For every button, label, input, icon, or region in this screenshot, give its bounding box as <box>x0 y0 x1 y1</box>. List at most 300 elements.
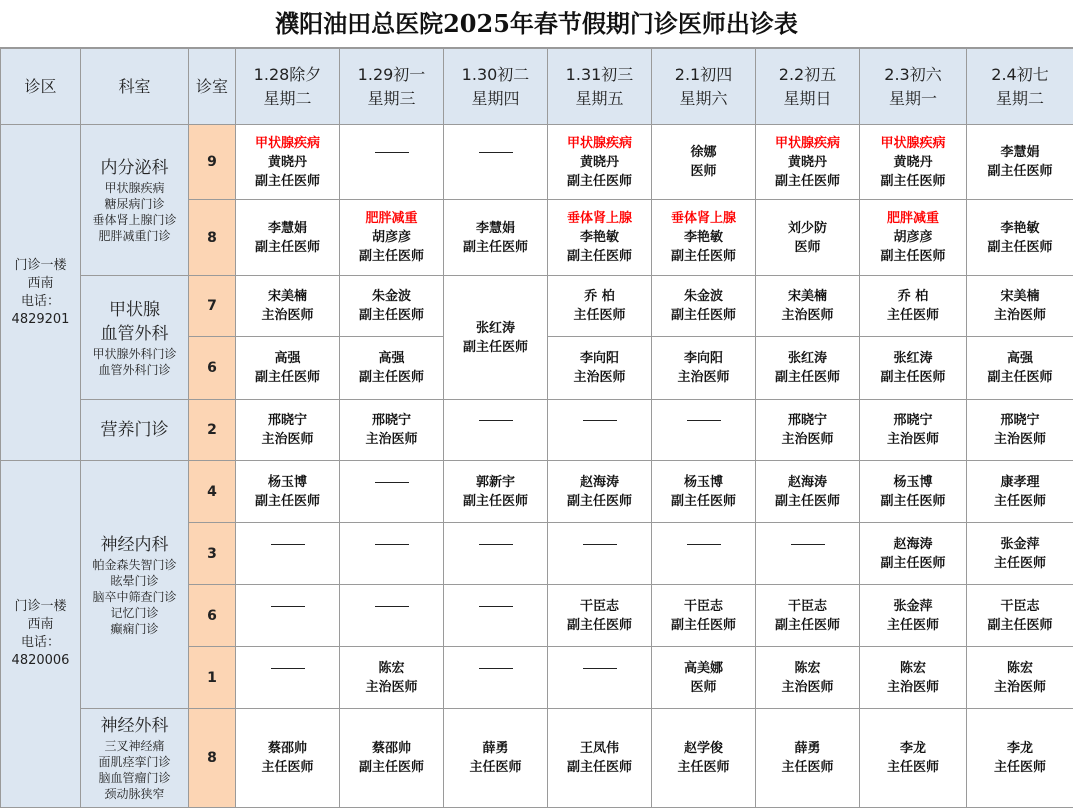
doctor-title: 主任医师 <box>886 760 939 775</box>
schedule-cell <box>967 461 1073 523</box>
schedule-cell <box>967 585 1073 647</box>
no-clinic-dash <box>271 544 305 564</box>
doctor-title: 副主任医师 <box>358 308 424 323</box>
doctor-name: 陈宏 <box>1006 660 1033 676</box>
schedule-cell <box>756 523 860 585</box>
dept-cell <box>81 400 189 461</box>
header-zone: 诊区 <box>1 49 81 125</box>
doctor-title: 副主任医师 <box>987 239 1053 255</box>
schedule-cell <box>860 523 967 585</box>
schedule-cell <box>548 709 652 808</box>
doctor-title: 主任医师 <box>261 760 314 775</box>
doctor-name: 黄晓丹 <box>893 154 933 170</box>
schedule-cell <box>756 125 860 200</box>
day-date: 2.4初七 <box>991 64 1049 84</box>
schedule-cell <box>756 709 860 808</box>
doctor-name: 薛勇 <box>794 741 821 756</box>
room-number: 7 <box>189 276 236 337</box>
doctor-title: 副主任医师 <box>987 370 1053 385</box>
schedule-cell <box>652 276 756 337</box>
zone-line: 4829201 <box>11 311 70 327</box>
schedule-cell <box>860 585 967 647</box>
doctor-title: 主治医师 <box>993 679 1046 695</box>
doctor-name: 康孝理 <box>1000 474 1040 490</box>
day-week: 星期日 <box>783 88 832 108</box>
doctor-name: 李艳敏 <box>683 230 723 245</box>
no-clinic-dash <box>479 420 513 440</box>
page-title: 濮阳油田总医院2025年春节假期门诊医师出诊表 <box>0 0 1073 48</box>
doctor-name: 高强 <box>1006 351 1033 366</box>
doctor-title: 副主任医师 <box>774 173 840 189</box>
schedule-cell <box>444 523 548 585</box>
schedule-cell <box>548 200 652 276</box>
doctor-title: 主任医师 <box>886 308 939 323</box>
day-week: 星期三 <box>367 88 416 108</box>
doctor-name: 李慧娟 <box>267 220 307 236</box>
no-clinic-dash <box>583 420 617 440</box>
no-clinic-dash <box>375 544 409 564</box>
header-dept: 科室 <box>81 49 189 125</box>
schedule-cell <box>756 400 860 461</box>
schedule-cell <box>756 585 860 647</box>
day-date: 1.29初一 <box>357 64 426 84</box>
doctor-name: 乔 柏 <box>584 289 615 304</box>
doctor-name: 李慧娟 <box>475 220 515 236</box>
schedule-cell <box>340 125 444 200</box>
dept-sub-item: 帕金森失智门诊 <box>92 557 177 572</box>
room-number: 6 <box>189 337 236 400</box>
zone-cell <box>1 125 81 461</box>
schedule-cell <box>652 585 756 647</box>
doctor-title: 主治医师 <box>886 432 939 447</box>
day-date: 1.28除夕 <box>253 64 322 84</box>
doctor-name: 朱金波 <box>683 289 723 304</box>
doctor-title: 副主任医师 <box>880 249 946 264</box>
doctor-name: 干臣志 <box>787 598 827 614</box>
schedule-cell <box>444 125 548 200</box>
doctor-title: 主任医师 <box>573 308 626 323</box>
dept-name: 血管外科 <box>100 323 169 344</box>
table-row <box>1 125 1073 200</box>
zone-line: 门诊一楼 <box>14 599 67 614</box>
day-week: 星期二 <box>263 88 312 108</box>
specialty-label: 甲状腺疾病 <box>254 135 320 151</box>
doctor-title: 副主任医师 <box>670 308 736 323</box>
schedule-cell <box>444 400 548 461</box>
schedule-cell <box>548 647 652 709</box>
schedule-cell <box>340 461 444 523</box>
schedule-cell <box>236 200 340 276</box>
schedule-cell <box>444 647 548 709</box>
doctor-name: 徐娜 <box>690 145 717 160</box>
doctor-title: 主治医师 <box>781 679 834 695</box>
dept-name: 神经内科 <box>100 534 169 555</box>
header-day <box>756 49 860 125</box>
schedule-cell <box>860 337 967 400</box>
room-number: 4 <box>189 461 236 523</box>
doctor-title: 主治医师 <box>261 308 314 323</box>
doctor-name: 陈宏 <box>899 660 926 676</box>
doctor-title: 副主任医师 <box>880 173 946 189</box>
schedule-cell <box>967 709 1073 808</box>
dept-cell <box>81 276 189 400</box>
schedule-cell <box>756 276 860 337</box>
doctor-name: 李龙 <box>1006 741 1033 756</box>
dept-name: 营养门诊 <box>100 420 169 440</box>
header-day <box>860 49 967 125</box>
header-day <box>236 49 340 125</box>
dept-cell <box>81 461 189 709</box>
doctor-name: 赵海涛 <box>893 536 933 552</box>
dept-sub-item: 甲状腺疾病 <box>104 181 165 195</box>
doctor-name: 黄晓丹 <box>787 154 827 170</box>
doctor-title: 副主任医师 <box>670 249 736 264</box>
room-number: 1 <box>189 647 236 709</box>
doctor-name: 郭新宇 <box>475 474 515 490</box>
no-clinic-dash <box>375 606 409 626</box>
zone-line: 门诊一楼 <box>14 257 67 273</box>
doctor-title: 主任医师 <box>993 493 1046 509</box>
dept-sub-item: 眩晕门诊 <box>110 573 159 588</box>
schedule-cell <box>444 585 548 647</box>
room-number: 2 <box>189 400 236 461</box>
doctor-name: 李慧娟 <box>1000 145 1040 160</box>
doctor-name: 邢晓宁 <box>267 413 307 428</box>
schedule-cell <box>236 523 340 585</box>
no-clinic-dash <box>583 668 617 688</box>
schedule-cell <box>548 337 652 400</box>
zone-cell <box>1 461 81 808</box>
schedule-cell <box>340 337 444 400</box>
doctor-name: 张红涛 <box>475 320 515 336</box>
schedule-cell <box>967 337 1073 400</box>
doctor-name: 高强 <box>378 351 405 366</box>
doctor-name: 张红涛 <box>787 351 827 366</box>
schedule-cell <box>652 709 756 808</box>
doctor-name: 杨玉博 <box>683 474 723 490</box>
doctor-title: 副主任医师 <box>462 339 528 355</box>
schedule-cell <box>236 125 340 200</box>
doctor-title: 副主任医师 <box>358 760 424 775</box>
doctor-title: 主任医师 <box>993 555 1046 571</box>
dept-sub-item: 颈动脉狭窄 <box>104 787 165 801</box>
schedule-cell <box>444 461 548 523</box>
schedule-cell <box>340 709 444 808</box>
room-number: 8 <box>189 709 236 808</box>
table-row <box>1 709 1073 808</box>
doctor-title: 副主任医师 <box>254 493 320 509</box>
doctor-title: 副主任医师 <box>774 617 840 633</box>
doctor-title: 主治医师 <box>573 370 626 385</box>
schedule-cell <box>236 461 340 523</box>
schedule-cell <box>236 709 340 808</box>
doctor-title: 主治医师 <box>781 432 834 447</box>
doctor-title: 副主任医师 <box>566 617 632 633</box>
header-row <box>1 49 1073 125</box>
no-clinic-dash <box>687 420 721 440</box>
doctor-title: 副主任医师 <box>880 555 946 571</box>
doctor-name: 薛勇 <box>482 741 509 756</box>
dept-sub-item: 垂体肾上腺门诊 <box>92 213 177 227</box>
doctor-title: 副主任医师 <box>880 370 946 385</box>
dept-cell <box>81 125 189 276</box>
schedule-cell <box>652 461 756 523</box>
schedule-cell <box>756 337 860 400</box>
table-row <box>1 461 1073 523</box>
header-day <box>340 49 444 125</box>
schedule-cell <box>967 276 1073 337</box>
schedule-cell <box>340 276 444 337</box>
doctor-title: 主任医师 <box>781 760 834 775</box>
doctor-name: 邢晓宁 <box>371 413 411 428</box>
doctor-name: 张红涛 <box>893 351 933 366</box>
doctor-title: 副主任医师 <box>358 370 424 385</box>
day-week: 星期五 <box>575 88 624 108</box>
day-date: 2.1初四 <box>674 64 733 84</box>
schedule-cell <box>756 200 860 276</box>
schedule-cell <box>340 400 444 461</box>
schedule-cell <box>860 400 967 461</box>
room-number: 3 <box>189 523 236 585</box>
doctor-name: 朱金波 <box>371 289 411 304</box>
dept-sub-item: 脑卒中筛查门诊 <box>92 589 177 604</box>
no-clinic-dash <box>479 668 513 688</box>
doctor-name: 高美娜 <box>683 660 723 676</box>
doctor-name: 干臣志 <box>579 598 619 614</box>
no-clinic-dash <box>271 606 305 626</box>
doctor-name: 蔡邵帅 <box>267 741 307 756</box>
doctor-title: 副主任医师 <box>566 760 632 775</box>
day-date: 2.2初五 <box>778 64 837 84</box>
doctor-title: 副主任医师 <box>358 249 424 264</box>
specialty-label: 甲状腺疾病 <box>880 135 946 151</box>
dept-name: 神经外科 <box>100 716 169 736</box>
doctor-title: 主治医师 <box>365 432 418 447</box>
doctor-name: 张金萍 <box>1000 536 1040 552</box>
schedule-cell <box>548 400 652 461</box>
doctor-name: 高强 <box>274 351 301 366</box>
doctor-title: 副主任医师 <box>254 370 320 385</box>
day-week: 星期六 <box>679 88 728 108</box>
doctor-name: 邢晓宁 <box>893 413 933 428</box>
doctor-title: 医师 <box>690 679 717 695</box>
header-day <box>444 49 548 125</box>
no-clinic-dash <box>791 544 825 564</box>
schedule-cell <box>444 709 548 808</box>
doctor-title: 副主任医师 <box>774 493 840 509</box>
dept-sub-item: 记忆门诊 <box>110 605 159 620</box>
zone-line: 西南 <box>27 275 54 291</box>
doctor-title: 医师 <box>690 164 717 179</box>
day-week: 星期二 <box>995 88 1044 108</box>
dept-sub-item: 脑血管瘤门诊 <box>98 771 171 785</box>
doctor-title: 副主任医师 <box>462 239 528 255</box>
doctor-title: 主任医师 <box>677 760 730 775</box>
schedule-cell <box>652 337 756 400</box>
schedule-cell <box>967 523 1073 585</box>
doctor-name: 李龙 <box>899 741 926 756</box>
schedule-cell <box>652 400 756 461</box>
doctor-title: 副主任医师 <box>670 493 736 509</box>
doctor-title: 主治医师 <box>781 308 834 323</box>
doctor-name: 邢晓宁 <box>787 413 827 428</box>
doctor-title: 副主任医师 <box>566 173 632 189</box>
schedule-cell <box>860 461 967 523</box>
doctor-title: 副主任医师 <box>670 617 736 633</box>
doctor-name: 宋美楠 <box>787 289 827 304</box>
doctor-title: 主任医师 <box>886 617 939 633</box>
dept-sub-item: 面肌痉挛门诊 <box>98 755 171 769</box>
day-date: 1.30初二 <box>461 64 530 84</box>
schedule-cell <box>340 523 444 585</box>
doctor-title: 主任医师 <box>469 760 522 775</box>
no-clinic-dash <box>479 606 513 626</box>
dept-name: 甲状腺 <box>109 299 160 320</box>
doctor-title: 副主任医师 <box>987 617 1053 633</box>
schedule-cell <box>548 276 652 337</box>
header-day <box>652 49 756 125</box>
doctor-name: 刘少防 <box>787 220 827 236</box>
specialty-label: 肥胖减重 <box>365 211 418 226</box>
doctor-name: 干臣志 <box>1000 598 1040 614</box>
dept-sub-item: 癫痫门诊 <box>110 621 159 636</box>
doctor-title: 副主任医师 <box>566 493 632 509</box>
zone-line: 西南 <box>27 617 54 632</box>
schedule-cell <box>652 200 756 276</box>
schedule-cell <box>236 647 340 709</box>
doctor-name: 赵学俊 <box>683 741 723 756</box>
schedule-cell <box>967 400 1073 461</box>
doctor-name: 王凤伟 <box>579 741 619 756</box>
schedule-cell <box>340 200 444 276</box>
room-number: 9 <box>189 125 236 200</box>
specialty-label: 甲状腺疾病 <box>774 135 840 151</box>
schedule-cell <box>236 400 340 461</box>
schedule-cell <box>860 200 967 276</box>
no-clinic-dash <box>583 544 617 564</box>
schedule-table <box>0 48 1073 808</box>
doctor-name: 杨玉博 <box>893 474 933 490</box>
schedule-cell <box>967 647 1073 709</box>
schedule-cell <box>756 647 860 709</box>
doctor-title: 医师 <box>794 239 821 255</box>
header-room: 诊室 <box>189 49 236 125</box>
doctor-name: 李艳敏 <box>579 230 619 245</box>
doctor-title: 主治医师 <box>993 308 1046 323</box>
table-row <box>1 400 1073 461</box>
dept-cell <box>81 709 189 808</box>
doctor-name: 陈宏 <box>794 660 821 676</box>
doctor-name: 赵海涛 <box>787 474 827 490</box>
doctor-title: 副主任医师 <box>462 493 528 509</box>
doctor-title: 副主任医师 <box>254 239 320 255</box>
schedule-cell <box>860 276 967 337</box>
schedule-cell <box>236 276 340 337</box>
doctor-name: 宋美楠 <box>1000 289 1040 304</box>
schedule-cell <box>652 125 756 200</box>
doctor-name: 黄晓丹 <box>579 154 619 170</box>
doctor-name: 李向阳 <box>579 351 619 366</box>
schedule-cell <box>756 461 860 523</box>
doctor-title: 副主任医师 <box>880 493 946 509</box>
doctor-title: 副主任医师 <box>566 249 632 264</box>
doctor-title: 主治医师 <box>677 370 730 385</box>
doctor-title: 副主任医师 <box>774 370 840 385</box>
no-clinic-dash <box>479 152 513 172</box>
zone-line: 4820006 <box>11 653 70 668</box>
schedule-cell <box>236 337 340 400</box>
specialty-label: 肥胖减重 <box>886 211 939 226</box>
schedule-cell <box>340 647 444 709</box>
doctor-name: 黄晓丹 <box>267 154 307 170</box>
schedule-cell <box>860 709 967 808</box>
day-week: 星期四 <box>471 88 520 108</box>
doctor-name: 乔 柏 <box>897 289 929 304</box>
doctor-name: 杨玉博 <box>267 474 307 490</box>
dept-name: 内分泌科 <box>100 158 169 178</box>
schedule-cell <box>860 647 967 709</box>
zone-line: 电话： <box>20 635 60 650</box>
doctor-name: 赵海涛 <box>579 474 619 490</box>
schedule-cell <box>236 585 340 647</box>
schedule-cell <box>548 125 652 200</box>
zone-line: 电话： <box>20 293 60 309</box>
schedule-cell <box>967 125 1073 200</box>
dept-sub-item: 肥胖减重门诊 <box>98 229 171 243</box>
day-date: 2.3初六 <box>884 64 942 84</box>
no-clinic-dash <box>375 152 409 172</box>
table-row <box>1 276 1073 337</box>
doctor-name: 李艳敏 <box>1000 220 1040 236</box>
no-clinic-dash <box>271 668 305 688</box>
doctor-name: 宋美楠 <box>267 289 307 304</box>
dept-sub-item: 血管外科门诊 <box>98 362 171 377</box>
day-date: 1.31初三 <box>565 64 634 84</box>
doctor-title: 副主任医师 <box>987 164 1053 179</box>
doctor-name: 干臣志 <box>683 598 723 614</box>
no-clinic-dash <box>479 544 513 564</box>
day-week: 星期一 <box>888 88 937 108</box>
doctor-name: 胡彦彦 <box>371 230 411 245</box>
dept-sub-item: 三叉神经痛 <box>104 739 165 753</box>
doctor-title: 主治医师 <box>261 432 314 447</box>
doctor-title: 副主任医师 <box>254 173 320 189</box>
room-number: 6 <box>189 585 236 647</box>
specialty-label: 垂体肾上腺 <box>566 211 632 226</box>
schedule-cell <box>967 200 1073 276</box>
schedule-cell <box>548 461 652 523</box>
schedule-cell <box>548 523 652 585</box>
schedule-cell <box>340 585 444 647</box>
specialty-label: 甲状腺疾病 <box>566 135 632 151</box>
doctor-title: 主治医师 <box>993 432 1046 447</box>
header-day <box>967 49 1073 125</box>
doctor-name: 陈宏 <box>378 660 405 676</box>
no-clinic-dash <box>375 482 409 502</box>
doctor-title: 主任医师 <box>993 760 1046 775</box>
schedule-cell <box>860 125 967 200</box>
dept-sub-item: 甲状腺外科门诊 <box>92 346 177 361</box>
header-day <box>548 49 652 125</box>
room-number: 8 <box>189 200 236 276</box>
doctor-name: 张金萍 <box>893 598 933 614</box>
specialty-label: 垂体肾上腺 <box>670 211 736 226</box>
schedule-cell <box>548 585 652 647</box>
schedule-cell <box>652 647 756 709</box>
doctor-name: 胡彦彦 <box>893 230 933 245</box>
doctor-title: 主治医师 <box>365 679 418 695</box>
doctor-name: 蔡邵帅 <box>371 741 411 756</box>
